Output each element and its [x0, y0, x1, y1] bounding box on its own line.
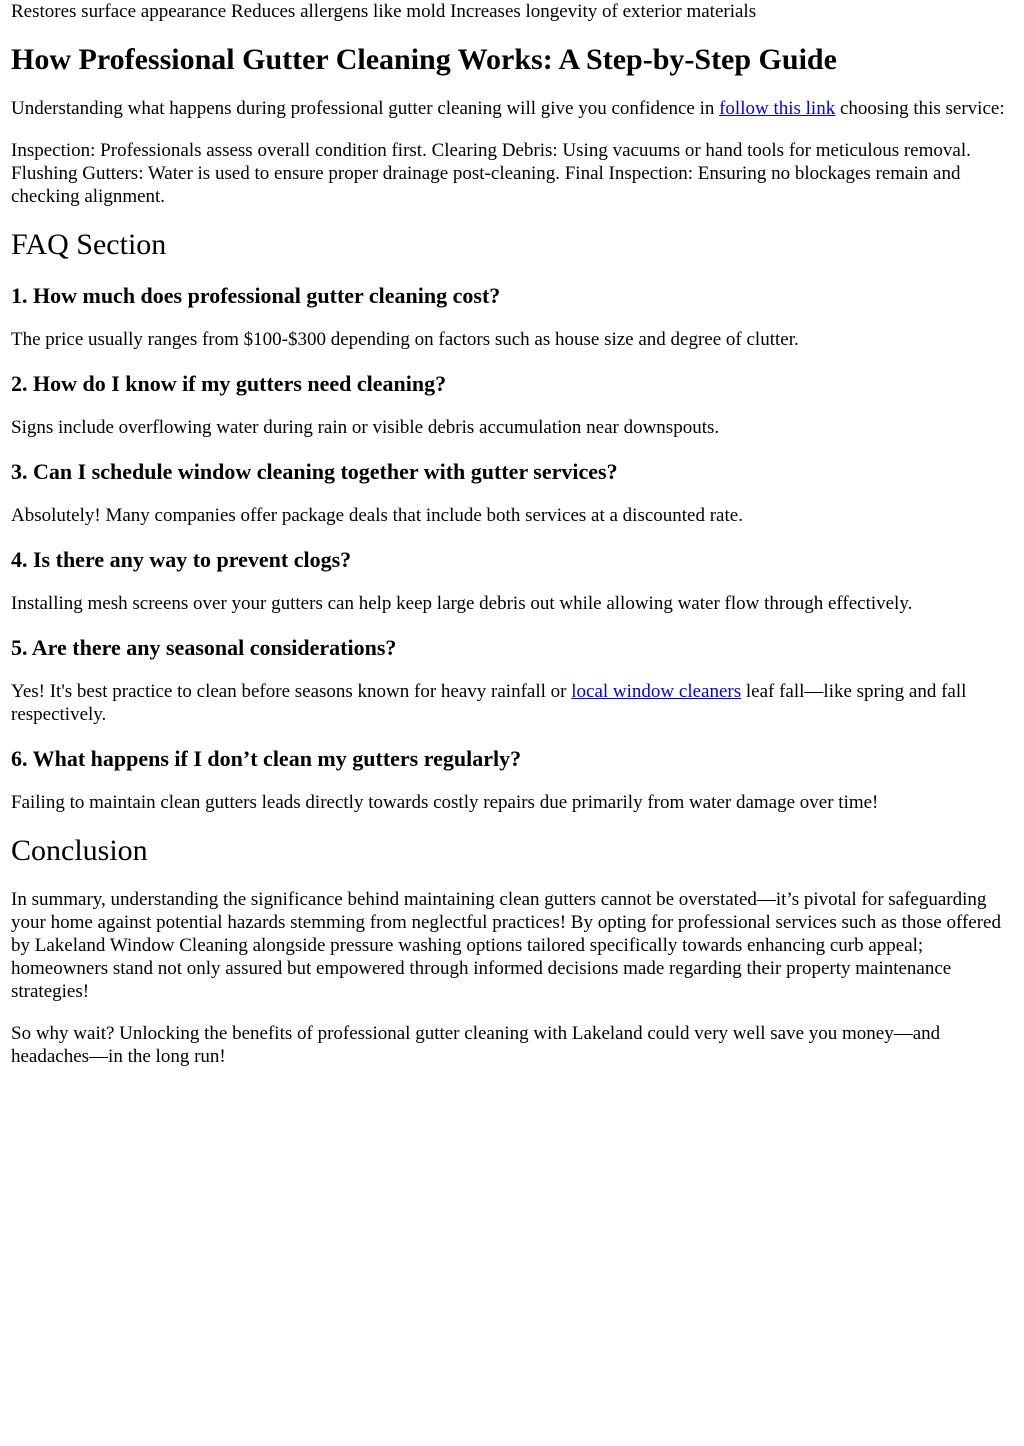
faq-answer-4: Installing mesh screens over your gutters can help keep large debris out while allowing water flow through effectively. [11, 593, 913, 614]
guide-para1-text-after: choosing this service: [835, 98, 1005, 119]
guide-para1-text-before: Understanding what happens during professional gutter cleaning will give you confidence in [11, 98, 720, 119]
guide-paragraph-2: Inspection: Professionals assess overall condition first. Clearing Debris: Using vacuums or hand tools for meticulous removal. Flushing Gutters: Water is used to ensure proper drainage post-cleaning. Final Inspection: Ensuring no blockages remain and checking alignment. [11, 140, 971, 207]
faq-answer-5 [11, 680, 1013, 726]
intro-line: Restores surface appearance Reduces allergens like mold Increases longevity of exterior materials [11, 1, 757, 22]
local-window-cleaners-link[interactable]: local window cleaners [571, 681, 742, 702]
faq-question-5: 5. Are there any seasonal considerations? [11, 635, 397, 660]
conclusion-heading: Conclusion [11, 834, 148, 867]
faq-question-3: 3. Can I schedule window cleaning together with gutter services? [11, 459, 618, 484]
faq-answer-5-text-after: leaf fall—like spring and fall respectively. [11, 681, 967, 725]
conclusion-paragraph-2: So why wait? Unlocking the benefits of professional gutter cleaning with Lakeland could very well save you money—and headaches—in the long run! [11, 1023, 941, 1067]
faq-answer-1: The price usually ranges from $100-$300 depending on factors such as house size and degree of clutter. [11, 329, 799, 350]
faq-question-1: 1. How much does professional gutter cleaning cost? [11, 283, 501, 308]
faq-answer-2: Signs include overflowing water during rain or visible debris accumulation near downspouts. [11, 417, 720, 438]
faq-answer-3: Absolutely! Many companies offer package deals that include both services at a discounted rate. [11, 505, 743, 526]
conclusion-paragraph-1: In summary, understanding the significance behind maintaining clean gutters cannot be overstated—it’s pivotal for safeguarding your home against potential hazards stemming from neglectful practices! By opting for professional services such as those offered by Lakeland Window Cleaning alongside pressure washing options tailored specifically towards enhancing curb appeal; homeowners stand not only assured but empowered through informed decisions made regarding their property maintenance strategies! [11, 889, 1001, 1002]
follow-this-link[interactable]: follow this link [719, 98, 836, 119]
faq-question-4: 4. Is there any way to prevent clogs? [11, 547, 352, 572]
faq-answer-5-text-before: Yes! It's best practice to clean before seasons known for heavy rainfall or [11, 681, 572, 702]
faq-heading: FAQ Section [11, 228, 167, 261]
guide-heading: How Professional Gutter Cleaning Works: A Step-by-Step Guide [11, 43, 837, 76]
faq-question-2: 2. How do I know if my gutters need cleaning? [11, 371, 447, 396]
faq-question-6: 6. What happens if I don’t clean my gutters regularly? [11, 746, 522, 771]
faq-answer-6: Failing to maintain clean gutters leads directly towards costly repairs due primarily from water damage over time! [11, 792, 879, 813]
guide-paragraph-1 [11, 97, 1013, 120]
